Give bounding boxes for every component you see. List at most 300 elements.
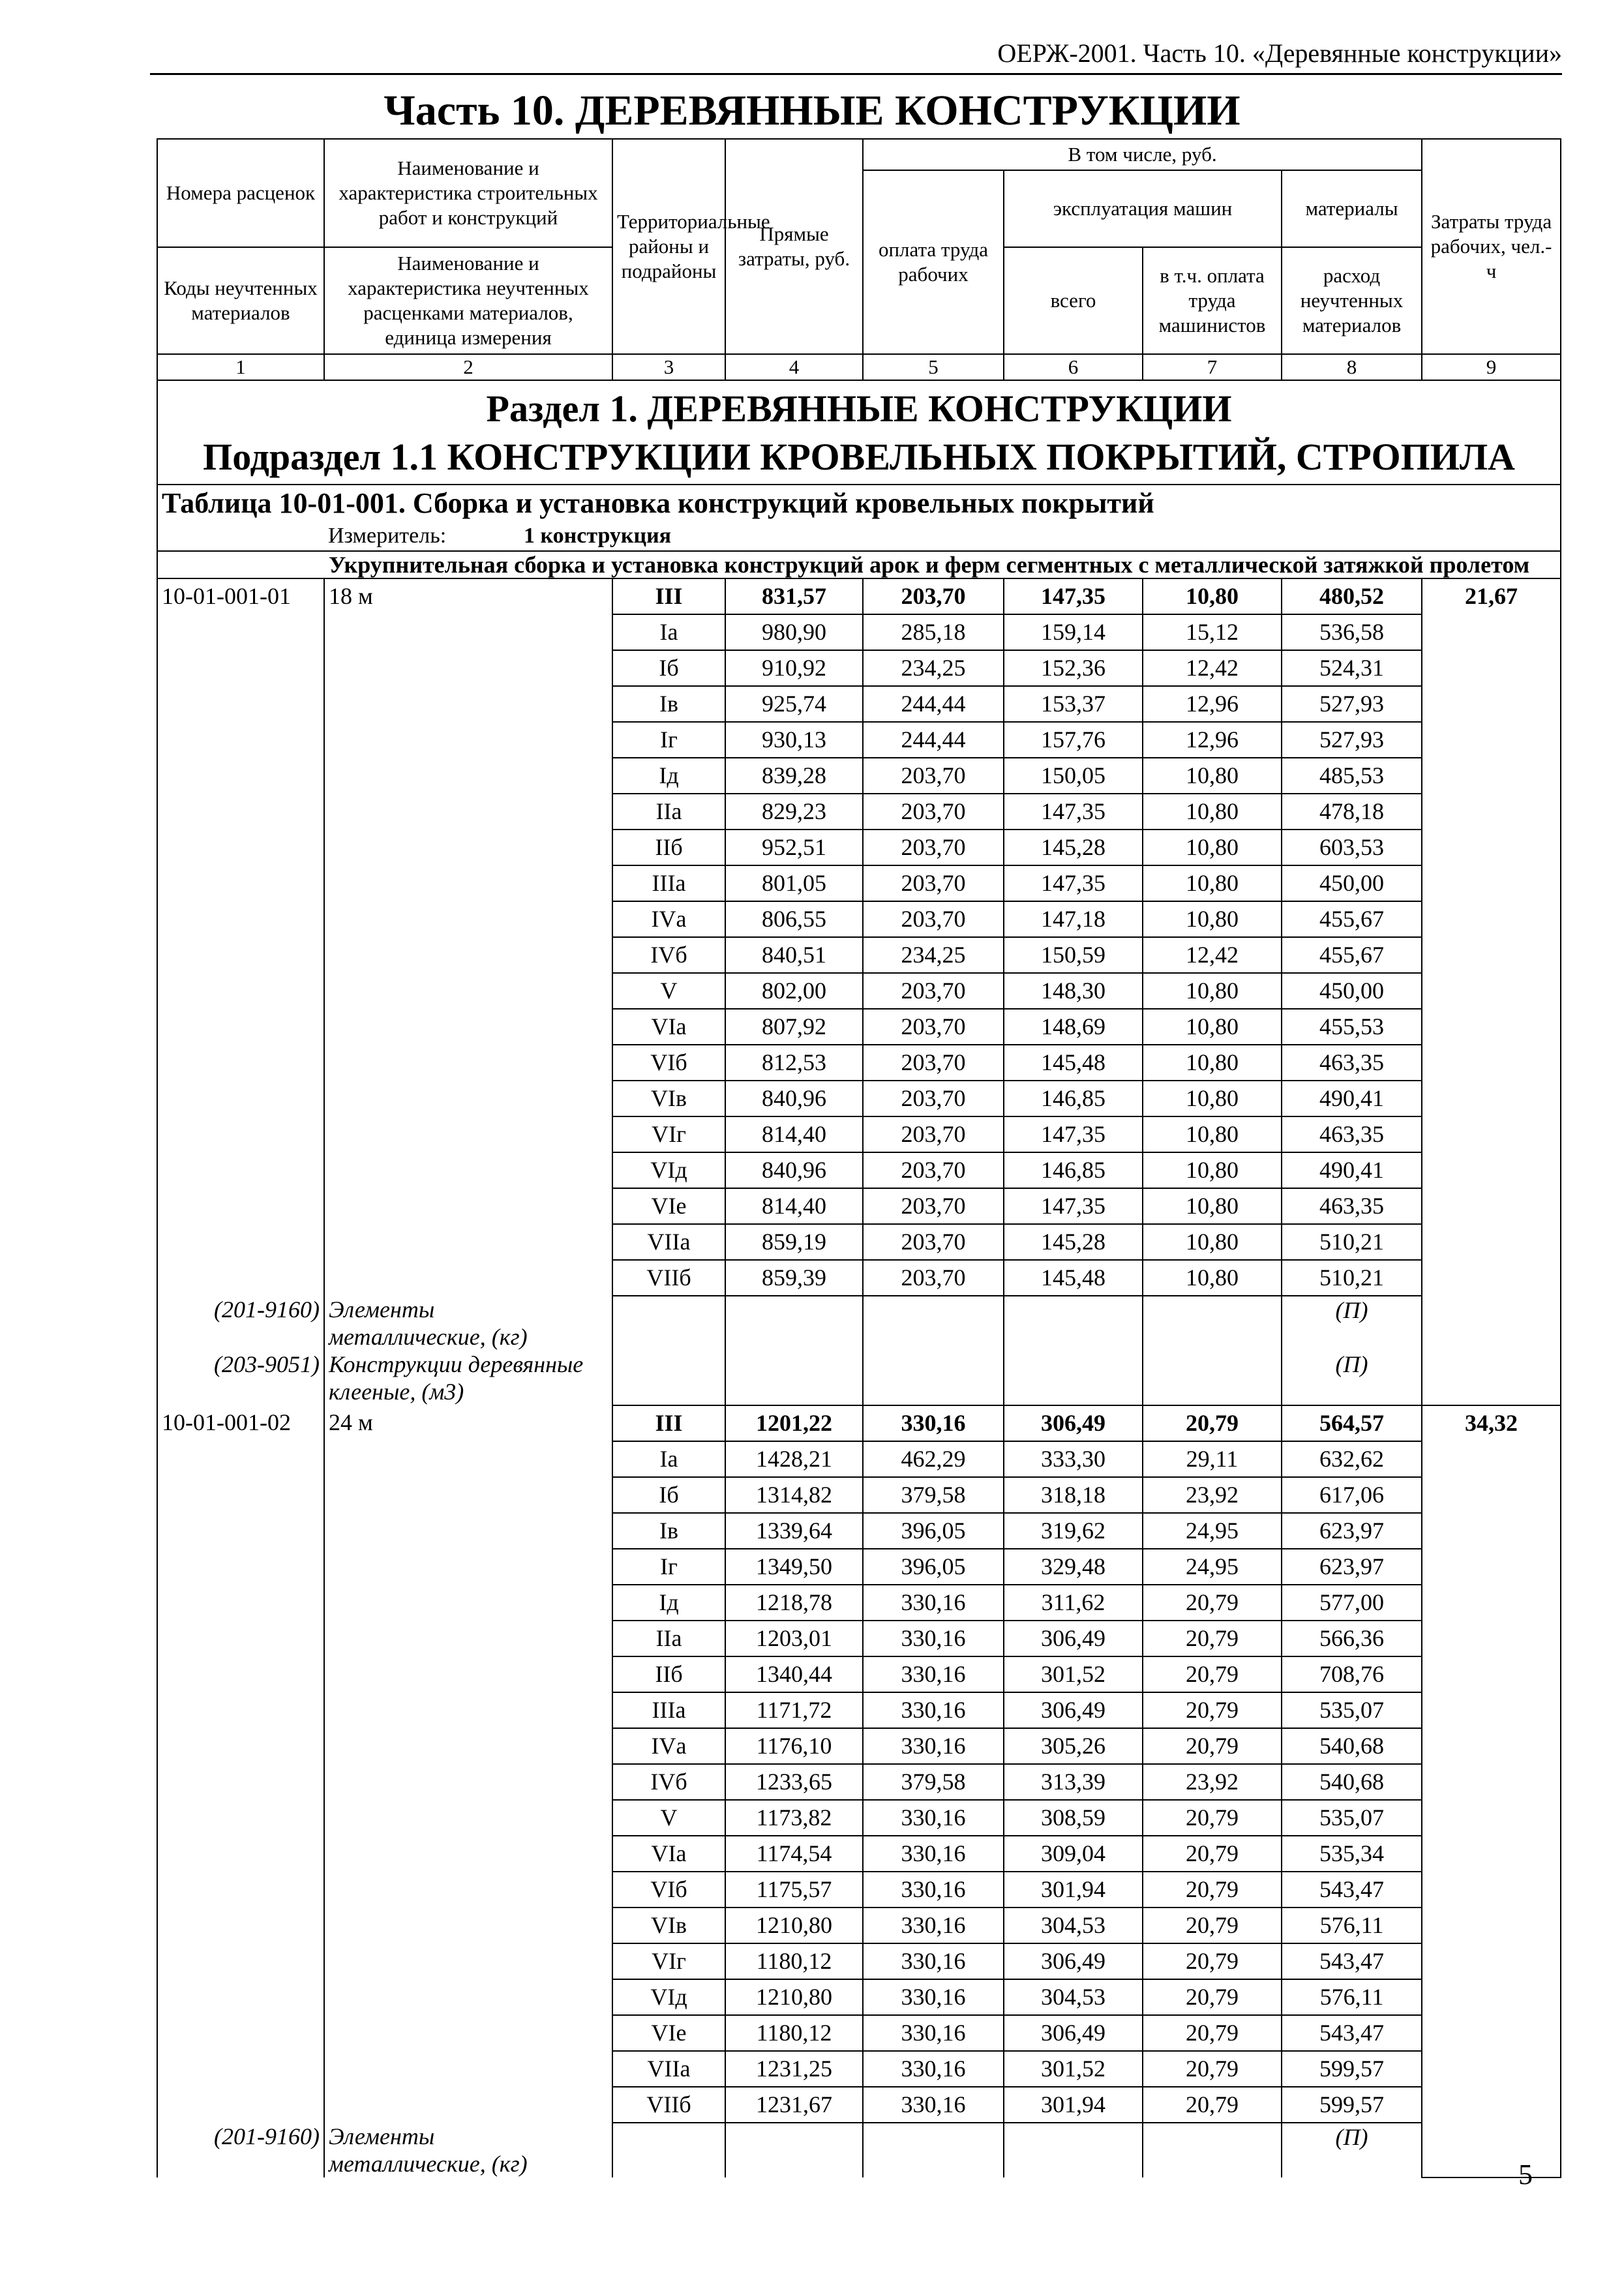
- value-cell: 20,79: [1143, 1800, 1282, 1836]
- header-material-names: Наименование и характеристика неучтенных расценками материалов, единица измерения: [324, 247, 612, 354]
- value-cell: 1231,67: [725, 2087, 863, 2123]
- empty-cell: [725, 1296, 863, 1351]
- material-mark: (П): [1282, 1351, 1422, 1405]
- region-cell: IVб: [612, 1764, 725, 1800]
- value-cell: 10,80: [1143, 578, 1282, 614]
- value-cell: 379,58: [863, 1477, 1004, 1513]
- value-cell: 450,00: [1282, 973, 1422, 1009]
- value-cell: 1174,54: [725, 1836, 863, 1872]
- value-cell: 543,47: [1282, 2015, 1422, 2051]
- region-cell: VIIб: [612, 2087, 725, 2123]
- value-cell: 330,16: [863, 2087, 1004, 2123]
- value-cell: 203,70: [863, 973, 1004, 1009]
- value-cell: 599,57: [1282, 2087, 1422, 2123]
- value-cell: 1340,44: [725, 1656, 863, 1692]
- empty-cell: [1004, 1296, 1143, 1351]
- region-cell: VIIб: [612, 1260, 725, 1296]
- header-work-name: Наименование и характеристика строительных работ и конструкций: [324, 139, 612, 247]
- value-cell: 462,29: [863, 1441, 1004, 1477]
- value-cell: 301,94: [1004, 1872, 1143, 1908]
- value-cell: 330,16: [863, 1872, 1004, 1908]
- header-worker-pay: оплата труда рабочих: [863, 170, 1004, 354]
- value-cell: 20,79: [1143, 2015, 1282, 2051]
- value-cell: 807,92: [725, 1009, 863, 1045]
- header-machine-operation: эксплуатация машин: [1004, 170, 1282, 247]
- region-cell: V: [612, 973, 725, 1009]
- value-cell: 153,37: [1004, 686, 1143, 722]
- value-cell: 840,96: [725, 1152, 863, 1188]
- value-cell: 527,93: [1282, 686, 1422, 722]
- region-cell: Iг: [612, 1549, 725, 1585]
- value-cell: 485,53: [1282, 758, 1422, 794]
- region-cell: VIе: [612, 1188, 725, 1224]
- value-cell: 311,62: [1004, 1585, 1143, 1621]
- value-cell: 10,80: [1143, 794, 1282, 830]
- empty-cell: [612, 2123, 725, 2177]
- value-cell: 1203,01: [725, 1621, 863, 1656]
- region-cell: VIIа: [612, 1224, 725, 1260]
- value-cell: 203,70: [863, 1045, 1004, 1081]
- value-cell: 1180,12: [725, 2015, 863, 2051]
- value-cell: 24,95: [1143, 1513, 1282, 1549]
- region-cell: V: [612, 1800, 725, 1836]
- region-cell: Iд: [612, 758, 725, 794]
- value-cell: 157,76: [1004, 722, 1143, 758]
- value-cell: 708,76: [1282, 1656, 1422, 1692]
- empty-cell: [863, 2123, 1004, 2177]
- region-cell: IIIа: [612, 865, 725, 901]
- meter-label: Измеритель:: [328, 524, 447, 548]
- empty-cell: [612, 1296, 725, 1351]
- value-cell: 564,57: [1282, 1405, 1422, 1441]
- value-cell: 980,90: [725, 614, 863, 650]
- value-cell: 12,96: [1143, 722, 1282, 758]
- value-cell: 20,79: [1143, 1908, 1282, 1943]
- value-cell: 540,68: [1282, 1764, 1422, 1800]
- value-cell: 535,34: [1282, 1836, 1422, 1872]
- value-cell: 839,28: [725, 758, 863, 794]
- header-materials: материалы: [1282, 170, 1422, 247]
- value-cell: 304,53: [1004, 1979, 1143, 2015]
- region-cell: VIд: [612, 1979, 725, 2015]
- column-number-7: 7: [1143, 354, 1282, 380]
- header-labor-costs: Затраты труда рабочих, чел.-ч: [1422, 139, 1561, 354]
- material-name: [324, 1351, 612, 1405]
- value-cell: 1218,78: [725, 1585, 863, 1621]
- value-cell: 301,52: [1004, 1656, 1143, 1692]
- value-cell: 617,06: [1282, 1477, 1422, 1513]
- value-cell: 285,18: [863, 614, 1004, 650]
- material-row: [157, 1351, 1561, 1405]
- value-cell: 1173,82: [725, 1800, 863, 1836]
- empty-cell: [1004, 2123, 1143, 2177]
- value-cell: 152,36: [1004, 650, 1143, 686]
- value-cell: 20,79: [1143, 2051, 1282, 2087]
- header-rate-numbers: Номера расценок: [157, 139, 324, 247]
- value-cell: 603,53: [1282, 830, 1422, 865]
- value-cell: 1201,22: [725, 1405, 863, 1441]
- region-cell: III: [612, 578, 725, 614]
- value-cell: 20,79: [1143, 1656, 1282, 1692]
- value-cell: 490,41: [1282, 1152, 1422, 1188]
- value-cell: 145,48: [1004, 1045, 1143, 1081]
- value-cell: 510,21: [1282, 1224, 1422, 1260]
- header-territorial-regions: Территориальные районы и подрайоны: [612, 139, 725, 354]
- value-cell: 12,42: [1143, 650, 1282, 686]
- value-cell: 925,74: [725, 686, 863, 722]
- value-cell: 10,80: [1143, 973, 1282, 1009]
- value-cell: 147,35: [1004, 1188, 1143, 1224]
- region-cell: Iа: [612, 1441, 725, 1477]
- value-cell: 20,79: [1143, 1943, 1282, 1979]
- value-cell: 147,35: [1004, 794, 1143, 830]
- value-cell: 455,67: [1282, 937, 1422, 973]
- value-cell: 309,04: [1004, 1836, 1143, 1872]
- value-cell: 330,16: [863, 1692, 1004, 1728]
- rate-name: 18 м: [324, 578, 612, 1296]
- value-cell: 301,94: [1004, 2087, 1143, 2123]
- column-numbers-row: [157, 354, 1561, 380]
- value-cell: 806,55: [725, 901, 863, 937]
- value-cell: 145,48: [1004, 1260, 1143, 1296]
- value-cell: 20,79: [1143, 1872, 1282, 1908]
- value-cell: 480,52: [1282, 578, 1422, 614]
- value-cell: 150,05: [1004, 758, 1143, 794]
- value-cell: 203,70: [863, 1116, 1004, 1152]
- region-cell: VIе: [612, 2015, 725, 2051]
- rate-code: 10-01-001-02: [157, 1405, 324, 2123]
- region-cell: VIг: [612, 1943, 725, 1979]
- value-cell: 305,26: [1004, 1728, 1143, 1764]
- value-cell: 524,31: [1282, 650, 1422, 686]
- region-cell: IIа: [612, 1621, 725, 1656]
- value-cell: 540,68: [1282, 1728, 1422, 1764]
- value-cell: 301,52: [1004, 2051, 1143, 2087]
- region-cell: VIа: [612, 1009, 725, 1045]
- value-cell: 10,80: [1143, 1224, 1282, 1260]
- material-name-line: Элементы: [329, 1296, 435, 1323]
- value-cell: 313,39: [1004, 1764, 1143, 1800]
- material-name-line: Элементы: [329, 2123, 435, 2149]
- value-cell: 203,70: [863, 1009, 1004, 1045]
- value-cell: 319,62: [1004, 1513, 1143, 1549]
- value-cell: 29,11: [1143, 1441, 1282, 1477]
- value-cell: 329,48: [1004, 1549, 1143, 1585]
- region-cell: Iб: [612, 1477, 725, 1513]
- value-cell: 330,16: [863, 1656, 1004, 1692]
- column-number-9: 9: [1422, 354, 1561, 380]
- value-cell: 203,70: [863, 865, 1004, 901]
- value-cell: 203,70: [863, 1188, 1004, 1224]
- value-cell: 330,16: [863, 1621, 1004, 1656]
- value-cell: 306,49: [1004, 2015, 1143, 2051]
- value-cell: 147,35: [1004, 865, 1143, 901]
- material-name-line: металлические, (кг): [329, 2151, 528, 2177]
- labor-cost: 34,32: [1422, 1405, 1561, 2177]
- column-number-1: 1: [157, 354, 324, 380]
- material-code: (201-9160): [157, 2123, 324, 2177]
- value-cell: 330,16: [863, 2015, 1004, 2051]
- region-cell: Iд: [612, 1585, 725, 1621]
- value-cell: 566,36: [1282, 1621, 1422, 1656]
- header-machines-total: всего: [1004, 247, 1143, 354]
- material-name-line: металлические, (кг): [329, 1324, 528, 1350]
- value-cell: 304,53: [1004, 1908, 1143, 1943]
- value-cell: 20,79: [1143, 1728, 1282, 1764]
- value-cell: 396,05: [863, 1549, 1004, 1585]
- value-cell: 536,58: [1282, 614, 1422, 650]
- header-direct-costs: Прямые затраты, руб.: [725, 139, 863, 354]
- value-cell: 463,35: [1282, 1045, 1422, 1081]
- region-cell: IIб: [612, 830, 725, 865]
- value-cell: 20,79: [1143, 1621, 1282, 1656]
- value-cell: 535,07: [1282, 1800, 1422, 1836]
- empty-cell: [863, 1296, 1004, 1351]
- value-cell: 145,28: [1004, 830, 1143, 865]
- material-row: [157, 1296, 1561, 1351]
- region-cell: IIб: [612, 1656, 725, 1692]
- material-name: [324, 1296, 612, 1351]
- value-cell: 20,79: [1143, 1979, 1282, 2015]
- value-cell: 10,80: [1143, 1045, 1282, 1081]
- column-number-2: 2: [324, 354, 612, 380]
- value-cell: 1233,65: [725, 1764, 863, 1800]
- value-cell: 599,57: [1282, 2051, 1422, 2087]
- value-cell: 146,85: [1004, 1081, 1143, 1116]
- section-title: Раздел 1. ДЕРЕВЯННЫЕ КОНСТРУКЦИИ: [486, 387, 1232, 430]
- running-head: ОЕРЖ-2001. Часть 10. «Деревянные конструкции»: [997, 38, 1562, 68]
- value-cell: 490,41: [1282, 1081, 1422, 1116]
- value-cell: 10,80: [1143, 830, 1282, 865]
- material-mark: (П): [1282, 2123, 1422, 2177]
- value-cell: 543,47: [1282, 1943, 1422, 1979]
- region-cell: IIа: [612, 794, 725, 830]
- region-cell: IVб: [612, 937, 725, 973]
- material-code: (203-9051): [157, 1351, 324, 1405]
- value-cell: 23,92: [1143, 1764, 1282, 1800]
- value-cell: 203,70: [863, 1081, 1004, 1116]
- value-cell: 1231,25: [725, 2051, 863, 2087]
- value-cell: 148,69: [1004, 1009, 1143, 1045]
- value-cell: 148,30: [1004, 973, 1143, 1009]
- page-number: 5: [1518, 2159, 1533, 2191]
- value-cell: 20,79: [1143, 1692, 1282, 1728]
- material-name: [324, 2123, 612, 2177]
- value-cell: 1339,64: [725, 1513, 863, 1549]
- header-including: В том числе, руб.: [863, 139, 1422, 170]
- value-cell: 330,16: [863, 1979, 1004, 2015]
- value-cell: 10,80: [1143, 1081, 1282, 1116]
- value-cell: 20,79: [1143, 1836, 1282, 1872]
- empty-cell: [1143, 2123, 1282, 2177]
- region-cell: IVа: [612, 901, 725, 937]
- empty-cell: [1004, 1351, 1143, 1405]
- part-title: Часть 10. ДЕРЕВЯННЫЕ КОНСТРУКЦИИ: [383, 87, 1241, 134]
- material-name-line: клееные, (м3): [329, 1379, 464, 1405]
- value-cell: 1171,72: [725, 1692, 863, 1728]
- value-cell: 379,58: [863, 1764, 1004, 1800]
- value-cell: 306,49: [1004, 1692, 1143, 1728]
- value-cell: 20,79: [1143, 1405, 1282, 1441]
- value-cell: 330,16: [863, 1728, 1004, 1764]
- value-cell: 478,18: [1282, 794, 1422, 830]
- value-cell: 840,96: [725, 1081, 863, 1116]
- empty-cell: [863, 1351, 1004, 1405]
- value-cell: 203,70: [863, 1152, 1004, 1188]
- region-cell: VIб: [612, 1045, 725, 1081]
- value-cell: 859,39: [725, 1260, 863, 1296]
- region-cell: VIг: [612, 1116, 725, 1152]
- value-cell: 1314,82: [725, 1477, 863, 1513]
- empty-cell: [1143, 1296, 1282, 1351]
- labor-cost: 21,67: [1422, 578, 1561, 1405]
- value-cell: 930,13: [725, 722, 863, 758]
- value-cell: 10,80: [1143, 1152, 1282, 1188]
- meter-value: 1 конструкция: [524, 524, 672, 548]
- value-cell: 150,59: [1004, 937, 1143, 973]
- empty-cell: [1143, 1351, 1282, 1405]
- column-number-6: 6: [1004, 354, 1143, 380]
- value-cell: 306,49: [1004, 1943, 1143, 1979]
- value-cell: 15,12: [1143, 614, 1282, 650]
- value-cell: 203,70: [863, 1224, 1004, 1260]
- region-cell: VIб: [612, 1872, 725, 1908]
- rate-code: 10-01-001-01: [157, 578, 324, 1296]
- region-cell: VIIа: [612, 2051, 725, 2087]
- value-cell: 159,14: [1004, 614, 1143, 650]
- value-cell: 527,93: [1282, 722, 1422, 758]
- value-cell: 234,25: [863, 937, 1004, 973]
- value-cell: 203,70: [863, 901, 1004, 937]
- value-cell: 10,80: [1143, 1116, 1282, 1152]
- value-cell: 145,28: [1004, 1224, 1143, 1260]
- value-cell: 147,35: [1004, 1116, 1143, 1152]
- value-cell: 24,95: [1143, 1549, 1282, 1585]
- region-cell: VIа: [612, 1836, 725, 1872]
- subsection-title: Подраздел 1.1 КОНСТРУКЦИИ КРОВЕЛЬНЫХ ПОКРЫТИЙ, СТРОПИЛА: [203, 436, 1515, 478]
- value-cell: 12,96: [1143, 686, 1282, 722]
- material-name-line: Конструкции деревянные: [329, 1351, 584, 1377]
- value-cell: 1176,10: [725, 1728, 863, 1764]
- region-cell: Iг: [612, 722, 725, 758]
- value-cell: 203,70: [863, 794, 1004, 830]
- empty-cell: [612, 1351, 725, 1405]
- value-cell: 396,05: [863, 1513, 1004, 1549]
- region-cell: Iа: [612, 614, 725, 650]
- value-cell: 330,16: [863, 1800, 1004, 1836]
- material-mark: (П): [1282, 1296, 1422, 1351]
- value-cell: 1210,80: [725, 1979, 863, 2015]
- value-cell: 1349,50: [725, 1549, 863, 1585]
- region-cell: VIв: [612, 1908, 725, 1943]
- value-cell: 330,16: [863, 1908, 1004, 1943]
- material-code: (201-9160): [157, 1296, 324, 1351]
- column-number-4: 4: [725, 354, 863, 380]
- table-row: [157, 1405, 1561, 1441]
- value-cell: 543,47: [1282, 1872, 1422, 1908]
- value-cell: 146,85: [1004, 1152, 1143, 1188]
- meter-line: [162, 522, 1556, 550]
- value-cell: 10,80: [1143, 1009, 1282, 1045]
- enlargement-heading: Укрупнительная сборка и установка конструкций арок и ферм сегментных с металлической затяжкой пролетом: [157, 551, 1561, 578]
- value-cell: 23,92: [1143, 1477, 1282, 1513]
- table-row: [157, 578, 1561, 614]
- value-cell: 463,35: [1282, 1116, 1422, 1152]
- value-cell: 1210,80: [725, 1908, 863, 1943]
- value-cell: 306,49: [1004, 1405, 1143, 1441]
- value-cell: 330,16: [863, 1836, 1004, 1872]
- value-cell: 12,42: [1143, 937, 1282, 973]
- region-cell: IVа: [612, 1728, 725, 1764]
- value-cell: 10,80: [1143, 1260, 1282, 1296]
- table-title-cell: [157, 485, 1561, 551]
- value-cell: 802,00: [725, 973, 863, 1009]
- value-cell: 1175,57: [725, 1872, 863, 1908]
- value-cell: 450,00: [1282, 865, 1422, 901]
- header-rule: [150, 73, 1562, 75]
- value-cell: 306,49: [1004, 1621, 1143, 1656]
- value-cell: 318,18: [1004, 1477, 1143, 1513]
- rate-name: 24 м: [324, 1405, 612, 2123]
- value-cell: 510,21: [1282, 1260, 1422, 1296]
- value-cell: 10,80: [1143, 865, 1282, 901]
- value-cell: 829,23: [725, 794, 863, 830]
- value-cell: 147,35: [1004, 578, 1143, 614]
- value-cell: 463,35: [1282, 1188, 1422, 1224]
- value-cell: 840,51: [725, 937, 863, 973]
- value-cell: 234,25: [863, 650, 1004, 686]
- table-title: Таблица 10-01-001. Сборка и установка конструкций кровельных покрытий: [162, 487, 1154, 519]
- region-cell: VIд: [612, 1152, 725, 1188]
- value-cell: 203,70: [863, 1260, 1004, 1296]
- value-cell: 623,97: [1282, 1513, 1422, 1549]
- header-material-codes: Коды неучтенных материалов: [157, 247, 324, 354]
- value-cell: 10,80: [1143, 758, 1282, 794]
- value-cell: 330,16: [863, 1585, 1004, 1621]
- value-cell: 10,80: [1143, 1188, 1282, 1224]
- value-cell: 801,05: [725, 865, 863, 901]
- value-cell: 244,44: [863, 686, 1004, 722]
- column-number-5: 5: [863, 354, 1004, 380]
- value-cell: 577,00: [1282, 1585, 1422, 1621]
- value-cell: 244,44: [863, 722, 1004, 758]
- value-cell: 147,18: [1004, 901, 1143, 937]
- value-cell: 20,79: [1143, 2087, 1282, 2123]
- value-cell: 330,16: [863, 2051, 1004, 2087]
- value-cell: 203,70: [863, 578, 1004, 614]
- value-cell: 623,97: [1282, 1549, 1422, 1585]
- value-cell: 330,16: [863, 1943, 1004, 1979]
- value-cell: 455,67: [1282, 901, 1422, 937]
- region-cell: Iв: [612, 686, 725, 722]
- section-title-cell: [157, 380, 1561, 485]
- empty-cell: [725, 1351, 863, 1405]
- value-cell: 308,59: [1004, 1800, 1143, 1836]
- value-cell: 576,11: [1282, 1908, 1422, 1943]
- material-row: [157, 2123, 1561, 2177]
- header-unaccounted-materials: расход неучтенных материалов: [1282, 247, 1422, 354]
- region-cell: IIIа: [612, 1692, 725, 1728]
- value-cell: 20,79: [1143, 1585, 1282, 1621]
- value-cell: 831,57: [725, 578, 863, 614]
- value-cell: 814,40: [725, 1188, 863, 1224]
- value-cell: 203,70: [863, 830, 1004, 865]
- value-cell: 1180,12: [725, 1943, 863, 1979]
- value-cell: 333,30: [1004, 1441, 1143, 1477]
- value-cell: 814,40: [725, 1116, 863, 1152]
- region-cell: Iб: [612, 650, 725, 686]
- region-cell: Iв: [612, 1513, 725, 1549]
